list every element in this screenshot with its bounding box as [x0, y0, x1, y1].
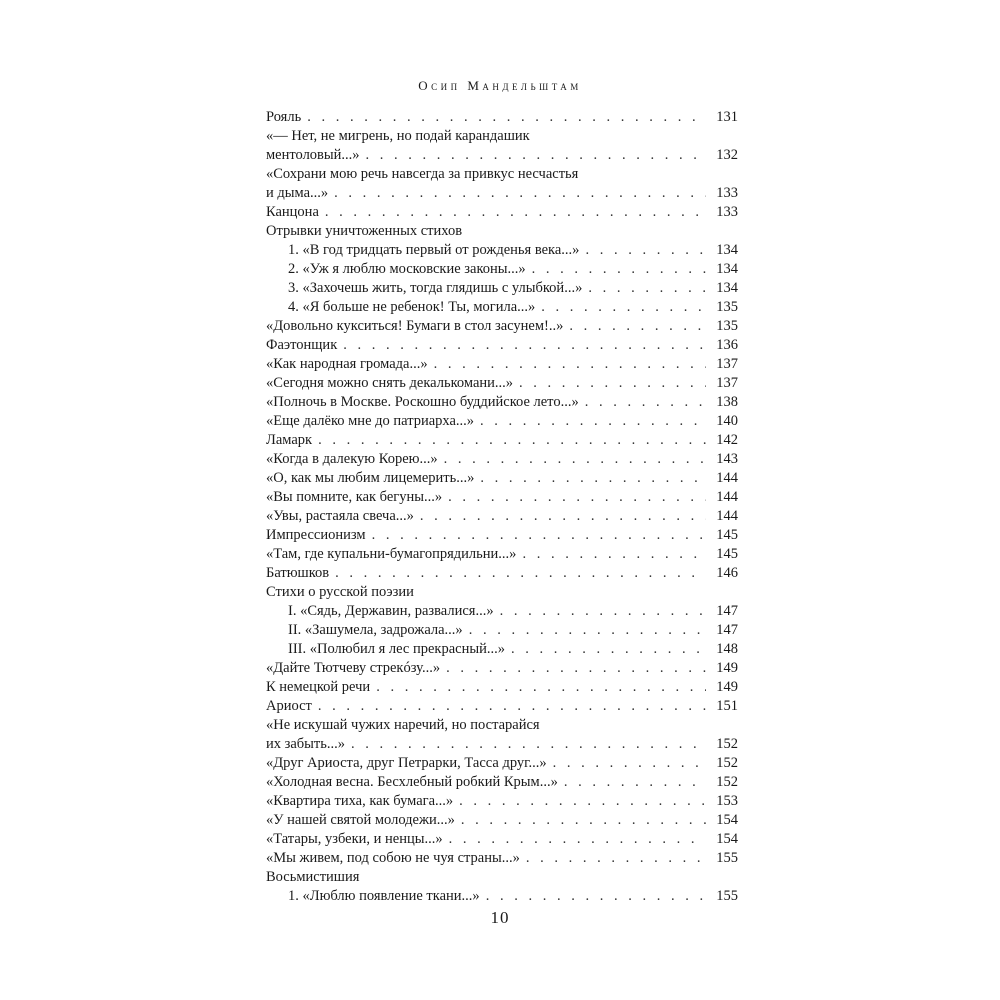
toc-entry-page: 153 [716, 793, 738, 809]
toc-entry [266, 317, 738, 336]
toc-entry [266, 241, 738, 260]
toc-entry-page: 148 [716, 641, 738, 657]
dot-leader [480, 469, 706, 488]
toc-entry-title: К немецкой речи [266, 679, 371, 695]
toc-entry-page: 133 [716, 204, 738, 220]
toc-entry [266, 849, 738, 868]
toc-entry-page: 136 [716, 337, 738, 353]
toc-entry-page: 132 [716, 147, 738, 163]
toc-entry-page: 154 [716, 831, 738, 847]
toc-entry [266, 545, 738, 564]
toc-entry-page: 152 [716, 755, 738, 771]
dot-leader [526, 849, 706, 868]
toc-entry-title: «Еще далёко мне до патриарха...» [266, 413, 475, 429]
toc-entry-page: 145 [716, 546, 738, 562]
toc-entry-page: 149 [716, 679, 738, 695]
toc-entry-title: 3. «Захочешь жить, тогда глядишь с улыбкой...» [288, 280, 583, 296]
dot-leader [486, 887, 706, 906]
toc-entry-title: II. «Зашумела, задрожала...» [288, 622, 463, 638]
toc-entry-title: «Сегодня можно снять декалькомани...» [266, 375, 514, 391]
toc-entry-page: 146 [716, 565, 738, 581]
toc-entry-title: «Там, где купальни-бумагопрядильни...» [266, 546, 517, 562]
toc-entry-title: 1. «Люблю появление ткани...» [288, 888, 480, 904]
dot-leader [522, 545, 706, 564]
toc-entry-page: 134 [716, 261, 738, 277]
dot-leader [343, 336, 706, 355]
toc-entry-page: 143 [716, 451, 738, 467]
toc-entry [266, 526, 738, 545]
toc-entry-title: ментоловый...» [266, 147, 360, 163]
toc-entry [266, 659, 738, 678]
toc-entry [266, 450, 738, 469]
toc-entry-title: 1. «В год тридцать первый от рожденья века...» [288, 242, 580, 258]
dot-leader [564, 773, 706, 792]
toc-entry-title: Фаэтонщик [266, 337, 338, 353]
toc-entry-title: Импрессионизм [266, 527, 366, 543]
toc-entry-title: 4. «Я больше не ребенок! Ты, могила...» [288, 299, 536, 315]
toc-entry-page: 149 [716, 660, 738, 676]
toc-entry-title: «Увы, растаяла свеча...» [266, 508, 414, 524]
dot-leader [585, 241, 706, 260]
toc-entry [266, 222, 738, 241]
toc-entry-page: 151 [716, 698, 738, 714]
toc-entry [266, 108, 738, 127]
dot-leader [334, 184, 706, 203]
page-number: 10 [490, 908, 510, 927]
toc-entry [266, 336, 738, 355]
toc-entry-title: «Холодная весна. Бесхлебный робкий Крым...» [266, 774, 558, 790]
dot-leader [553, 754, 706, 773]
toc-entry [266, 469, 738, 488]
dot-leader [449, 830, 706, 849]
toc-entry [266, 412, 738, 431]
toc-entry [266, 203, 738, 222]
dot-leader [448, 488, 706, 507]
toc-entry [266, 564, 738, 583]
toc-entry-page: 135 [716, 318, 738, 334]
toc-entry [266, 374, 738, 393]
dot-leader [569, 317, 706, 336]
toc-entry [266, 830, 738, 849]
toc-entry-title: «У нашей святой молодежи...» [266, 812, 455, 828]
dot-leader [446, 659, 706, 678]
toc-entry-title: Ламарк [266, 432, 313, 448]
toc-entry-page: 131 [716, 109, 738, 125]
toc-entry-title: Канцона [266, 204, 319, 220]
toc-entry-title: «Друг Ариоста, друг Петрарки, Тасса друг...» [266, 755, 547, 771]
toc-entry-title: «Когда в далекую Корею...» [266, 451, 438, 467]
dot-leader [469, 621, 706, 640]
toc-entry-title: Ариост [266, 698, 312, 714]
toc-entry-title-line: «— Нет, не мигрень, но подай карандашик [266, 128, 530, 144]
toc-entry [266, 127, 738, 165]
toc-entry [266, 887, 738, 906]
toc-entry-title: Восьмистишия [266, 869, 360, 885]
toc-entry [266, 621, 738, 640]
toc-entry [266, 811, 738, 830]
dot-leader [519, 374, 706, 393]
dot-leader [307, 108, 706, 127]
toc-entry-page: 142 [716, 432, 738, 448]
dot-leader [366, 146, 706, 165]
toc-entry [266, 678, 738, 697]
toc-entry [266, 697, 738, 716]
toc-entry-page: 144 [716, 470, 738, 486]
toc-entry [266, 488, 738, 507]
dot-leader [318, 431, 706, 450]
dot-leader [541, 298, 706, 317]
toc-entry [266, 393, 738, 412]
dot-leader [376, 678, 706, 697]
toc-entry [266, 260, 738, 279]
toc-entry-page: 144 [716, 508, 738, 524]
toc-entry-page: 133 [716, 185, 738, 201]
toc-entry [266, 355, 738, 374]
dot-leader [335, 564, 706, 583]
toc-entry-page: 155 [716, 850, 738, 866]
toc-entry [266, 868, 738, 887]
toc-entry-title: «Татары, узбеки, и ненцы...» [266, 831, 443, 847]
toc-entry [266, 754, 738, 773]
dot-leader [325, 203, 706, 222]
toc-entry [266, 431, 738, 450]
dot-leader [588, 279, 706, 298]
dot-leader [500, 602, 706, 621]
toc-entry-title: Батюшков [266, 565, 330, 581]
toc-entry-title: 2. «Уж я люблю московские законы...» [288, 261, 526, 277]
toc-entry [266, 279, 738, 298]
toc-entry-page: 140 [716, 413, 738, 429]
toc-entry [266, 640, 738, 659]
toc-entry-title-line: «Не искушай чужих наречий, но постарайся [266, 717, 540, 733]
running-head: Осип Мандельштам [418, 78, 582, 93]
toc-entry-page: 145 [716, 527, 738, 543]
toc-entry-title-line: «Сохрани мою речь навсегда за привкус несчастья [266, 166, 579, 182]
toc-entry-page: 147 [716, 622, 738, 638]
toc-entry-title: III. «Полюбил я лес прекрасный...» [288, 641, 505, 657]
table-of-contents [266, 108, 738, 906]
toc-entry-title: «Квартира тиха, как бумага...» [266, 793, 454, 809]
dot-leader [585, 393, 706, 412]
toc-entry-page: 152 [716, 736, 738, 752]
dot-leader [318, 697, 706, 716]
dot-leader [351, 735, 706, 754]
toc-entry-page: 154 [716, 812, 738, 828]
toc-entry-page: 135 [716, 299, 738, 315]
toc-entry-page: 138 [716, 394, 738, 410]
toc-entry-page: 155 [716, 888, 738, 904]
dot-leader [434, 355, 706, 374]
toc-entry-page: 134 [716, 242, 738, 258]
toc-entry [266, 716, 738, 754]
toc-entry-title: и дыма...» [266, 185, 329, 201]
toc-entry [266, 792, 738, 811]
toc-entry [266, 507, 738, 526]
toc-entry-page: 144 [716, 489, 738, 505]
toc-entry [266, 165, 738, 203]
dot-leader [459, 792, 706, 811]
toc-entry-title: «Довольно кукситься! Бумаги в стол засунем!..» [266, 318, 564, 334]
dot-leader [420, 507, 706, 526]
toc-entry-title: их забыть...» [266, 736, 345, 752]
dot-leader [532, 260, 706, 279]
toc-entry-page: 134 [716, 280, 738, 296]
toc-entry-title: «Полночь в Москве. Роскошно буддийское лето...» [266, 394, 579, 410]
toc-entry-title: «Как народная громада...» [266, 356, 428, 372]
toc-entry-title: «О, как мы любим лицемерить...» [266, 470, 475, 486]
toc-entry-title: Стихи о русской поэзии [266, 584, 414, 600]
toc-entry-page: 137 [716, 375, 738, 391]
toc-entry-title: «Дайте Тютчеву стрекóзу...» [266, 660, 441, 676]
toc-entry-page: 152 [716, 774, 738, 790]
toc-entry [266, 773, 738, 792]
toc-entry-title: I. «Сядь, Державин, развалися...» [288, 603, 494, 619]
dot-leader [444, 450, 706, 469]
dot-leader [511, 640, 706, 659]
dot-leader [372, 526, 706, 545]
dot-leader [461, 811, 706, 830]
toc-entry-title: Рояль [266, 109, 302, 125]
toc-entry-title: «Вы помните, как бегуны...» [266, 489, 443, 505]
dot-leader [480, 412, 706, 431]
toc-entry [266, 583, 738, 602]
toc-entry-page: 147 [716, 603, 738, 619]
toc-entry-page: 137 [716, 356, 738, 372]
toc-entry [266, 298, 738, 317]
toc-entry [266, 602, 738, 621]
toc-entry-title: Отрывки уничтоженных стихов [266, 223, 463, 239]
toc-entry-title: «Мы живем, под собою не чуя страны...» [266, 850, 520, 866]
